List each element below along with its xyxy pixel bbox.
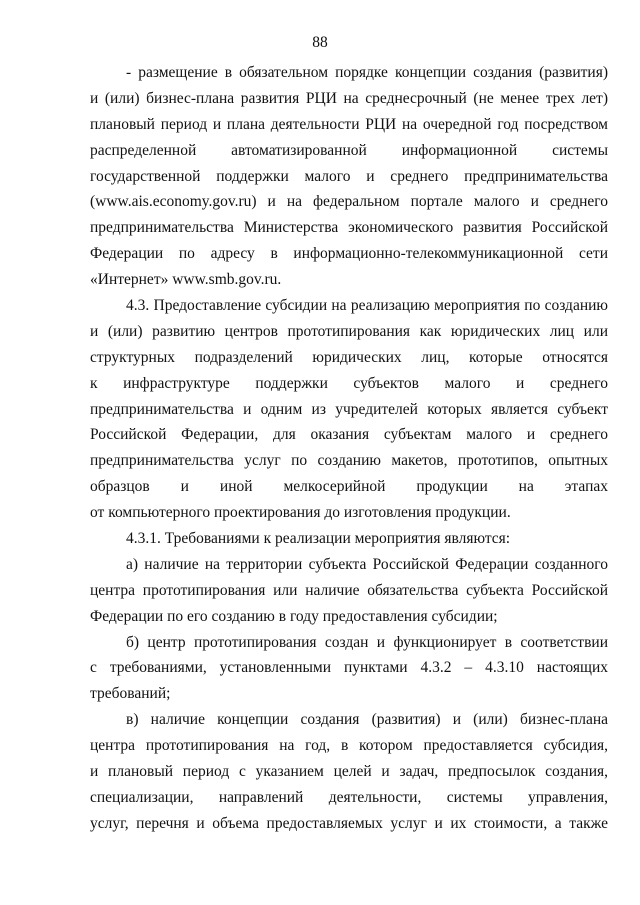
paragraph-section-4-3-1 (90, 526, 608, 552)
text-line: и плановый период с указанием целей и задач, предпосылок создания, (90, 763, 608, 781)
text-line: и (или) бизнес-плана развития РЦИ на среднесрочный (не менее трех лет) (90, 89, 608, 107)
text-line: в) наличие концепции создания (развития) и (или) бизнес-плана (126, 711, 608, 729)
text-line: предпринимательства услуг по созданию макетов, прототипов, опытных (90, 452, 608, 470)
text-line: к инфраструктуре поддержки субъектов малого и среднего (90, 374, 608, 392)
text-line: а) наличие на территории субъекта Российской Федерации созданного (126, 555, 608, 573)
text-line: специализации, направлений деятельности, системы управления, (90, 788, 608, 806)
text-line: требований; (90, 685, 171, 703)
text-line: 4.3.1. Требованиями к реализации мероприятия являются: (126, 530, 511, 548)
text-line: структурных подразделений юридических лиц, которые относятся (90, 348, 608, 366)
text-line: Российской Федерации, для оказания субъектам малого и среднего (90, 426, 608, 444)
page-number: 88 (312, 34, 328, 51)
text-line: государственной поддержки малого и среднего предпринимательства (90, 167, 608, 185)
text-line: центра прототипирования или наличие обязательства субъекта Российской (90, 581, 608, 599)
text-line: предпринимательства и одним из учредителей которых является субъект (90, 400, 608, 418)
paragraph-item-b (90, 630, 608, 708)
text-line: (www.ais.economy.gov.ru) и на федеральном портале малого и среднего (90, 193, 608, 211)
text-line: центра прототипирования на год, в котором предоставляется субсидия, (90, 737, 608, 755)
text-line: Федерации по его созданию в году предоставления субсидии; (90, 607, 498, 625)
text-line: Федерации по адресу в информационно-телекоммуникационной сети (90, 245, 608, 263)
paragraph-section-4-3 (90, 293, 608, 526)
paragraph-item-a (90, 552, 608, 630)
text-line: б) центр прототипирования создан и функционирует в соответствии (126, 633, 608, 651)
text-line: предпринимательства Министерства экономического развития Российской (90, 219, 608, 237)
text-line: образцов и иной мелкосерийной продукции на этапах (90, 478, 608, 496)
text-line: плановый период и плана деятельности РЦИ на очередной год посредством (90, 115, 608, 133)
paragraph-placement-requirements (90, 60, 608, 293)
text-line: услуг, перечня и объема предоставляемых услуг и их стоимости, а также (90, 814, 608, 832)
text-line: «Интернет» www.smb.gov.ru. (90, 271, 282, 289)
text-line: и (или) развитию центров прототипирования как юридических лиц или (90, 322, 608, 340)
text-line: с требованиями, установленными пунктами 4.3.2 – 4.3.10 настоящих (90, 659, 608, 677)
text-line: распределенной автоматизированной информационной системы (90, 141, 608, 159)
text-line: 4.3. Предоставление субсидии на реализацию мероприятия по созданию (126, 297, 608, 315)
text-line: - размещение в обязательном порядке концепции создания (развития) (126, 64, 608, 81)
text-line: от компьютерного проектирования до изготовления продукции. (90, 504, 511, 522)
paragraph-item-v (90, 707, 608, 836)
document-body (90, 60, 608, 837)
